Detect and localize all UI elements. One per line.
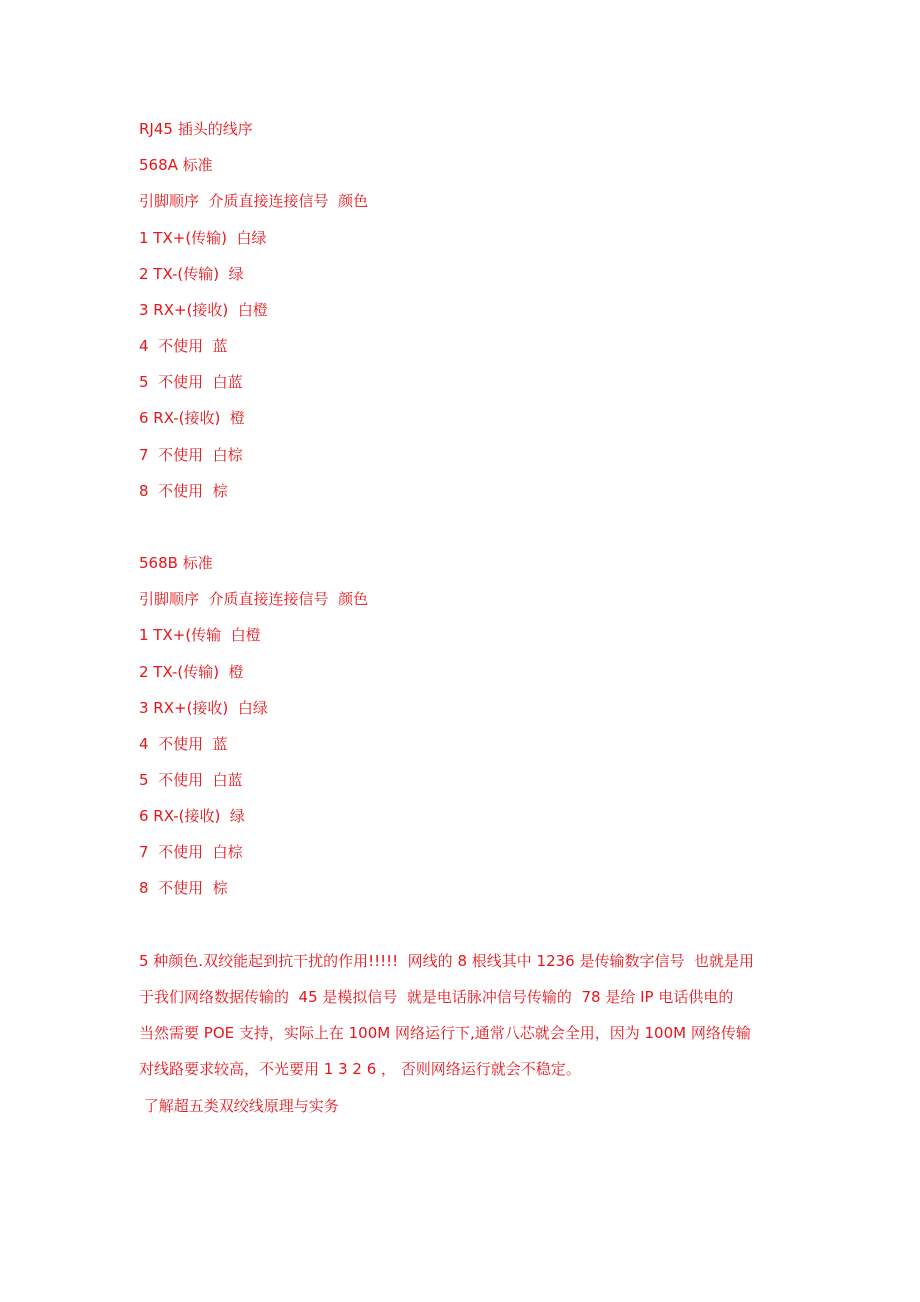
section-568b-columns: 引脚顺序 介质直接连接信号 颜色 [139,590,369,608]
section-568b-row: 7 不使用 白棕 [139,843,243,861]
section-568a-row: 4 不使用 蓝 [139,337,228,355]
section-568a-row: 8 不使用 棕 [139,482,228,500]
section-568a-row: 1 TX+(传输) 白绿 [139,229,267,247]
section-568b-heading: 568B 标准 [139,554,213,572]
section-568b-row: 5 不使用 白蓝 [139,771,243,789]
section-568a-columns: 引脚顺序 介质直接连接信号 颜色 [139,192,369,210]
section-568b-row: 6 RX-(接收) 绿 [139,807,245,825]
paragraph-line: 当然需要 POE 支持，实际上在 100M 网络运行下,通常八芯就会全用，因为 100M 网络传输 [139,1024,751,1042]
section-568b-row: 4 不使用 蓝 [139,735,228,753]
footer-line: 了解超五类双绞线原理与实务 [139,1097,339,1115]
paragraph-line: 对线路要求较高，不光要用 1 3 2 6 ， 否则网络运行就会不稳定。 [139,1060,581,1078]
section-568b-row: 3 RX+(接收) 白绿 [139,699,268,717]
section-568b-row: 1 TX+(传输 白橙 [139,626,261,644]
section-568b-row: 2 TX-(传输) 橙 [139,663,244,681]
section-568a-heading: 568A 标准 [139,156,213,174]
section-568a-row: 5 不使用 白蓝 [139,373,243,391]
paragraph-line: 5 种颜色.双绞能起到抗干扰的作用!!!!! 网线的 8 根线其中 1236 是传输数字信号 也就是用 [139,952,755,970]
section-568a-row: 3 RX+(接收) 白橙 [139,301,268,319]
section-568a-row: 2 TX-(传输) 绿 [139,265,244,283]
document-title: RJ45 插头的线序 [139,120,253,138]
section-568a-row: 6 RX-(接收) 橙 [139,409,245,427]
section-568a-row: 7 不使用 白棕 [139,446,243,464]
paragraph-line: 于我们网络数据传输的 45 是模拟信号 就是电话脉冲信号传输的 78 是给 IP 电话供电的 [139,988,734,1006]
section-568b-row: 8 不使用 棕 [139,879,228,897]
